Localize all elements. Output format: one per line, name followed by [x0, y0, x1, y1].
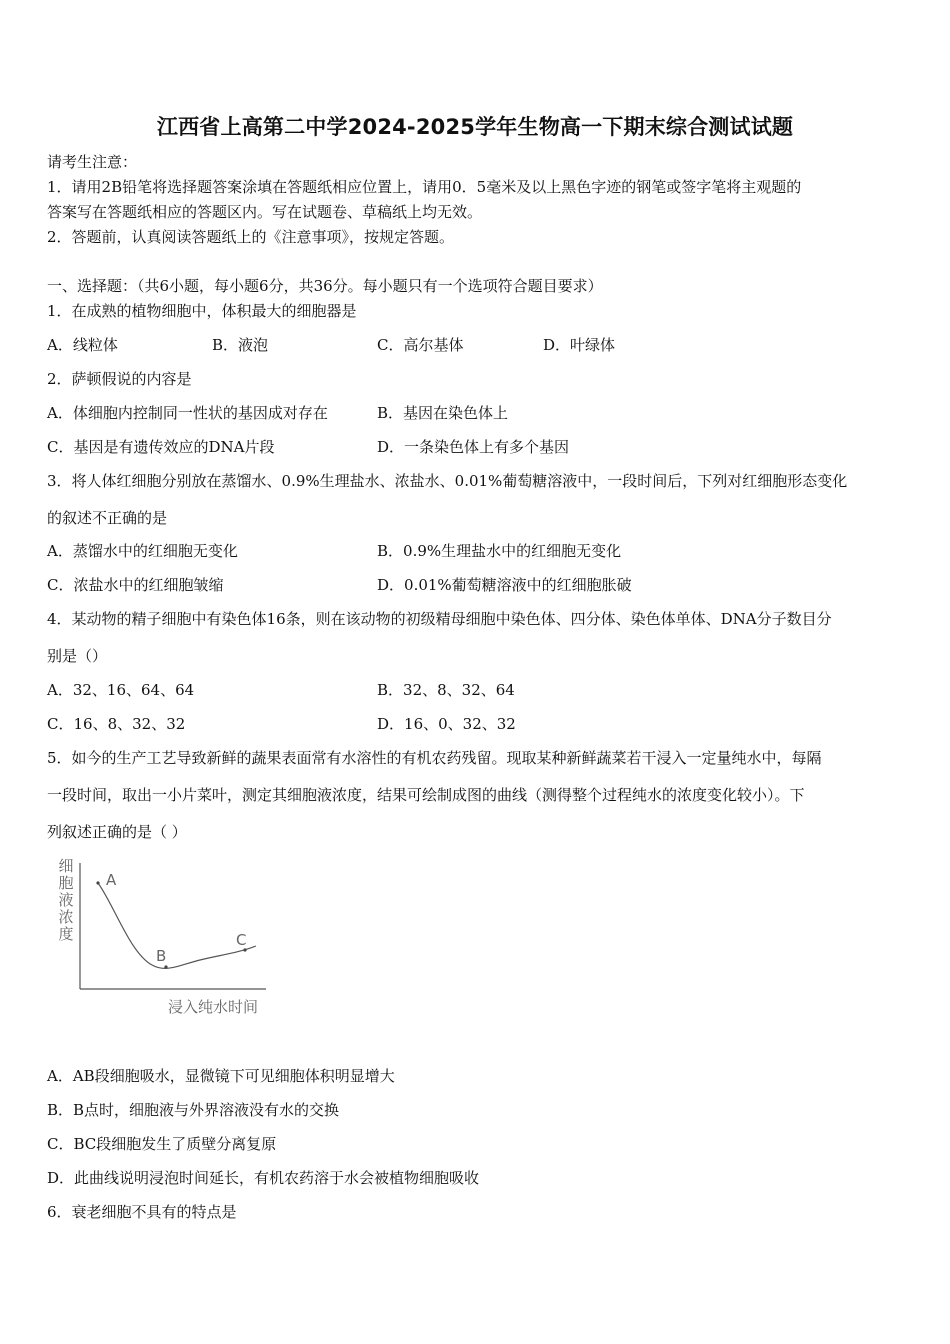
notice-line-1b: 答案写在答题纸相应的答题区内。写在试题卷、草稿纸上均无效。 [47, 203, 483, 221]
question-1-option-a: A．线粒体 [47, 336, 118, 354]
question-5-stem-3: 列叙述正确的是（ ） [47, 823, 187, 841]
question-2-option-a: A．体细胞内控制同一性状的基因成对存在 [47, 404, 328, 422]
question-2-option-d: D．一条染色体上有多个基因 [377, 438, 570, 456]
point-a-label: A [106, 871, 117, 889]
question-5-option-c: C．BC段细胞发生了质壁分离复原 [47, 1135, 277, 1153]
question-3-stem-2: 的叙述不正确的是 [47, 509, 168, 527]
point-a-marker [96, 881, 99, 884]
concentration-curve-diagram [52, 855, 282, 1025]
question-2-option-b: B．基因在染色体上 [377, 404, 509, 422]
notice-line-2: 2．答题前，认真阅读答题纸上的《注意事项》，按规定答题。 [47, 228, 455, 246]
section-heading: 一、选择题：（共6小题，每小题6分，共36分。每小题只有一个选项符合题目要求） [47, 277, 603, 295]
question-1-stem: 1．在成熟的植物细胞中，体积最大的细胞器是 [47, 302, 357, 320]
question-2-option-c: C．基因是有遗传效应的DNA片段 [47, 438, 275, 456]
question-4-option-d: D．16、0、32、32 [377, 715, 516, 733]
question-4-stem-1: 4．某动物的精子细胞中有染色体16条，则在该动物的初级精母细胞中染色体、四分体、染色体单体、DNA分子数目分 [47, 610, 832, 628]
y-axis-label-char: 细 [58, 857, 74, 875]
point-b-marker [164, 965, 167, 968]
question-3-stem-1: 3．将人体红细胞分别放在蒸馏水、0.9%生理盐水、浓盐水、0.01%葡萄糖溶液中，一段时间后，下列对红细胞形态变化 [47, 472, 848, 490]
question-1-option-d: D．叶绿体 [543, 336, 616, 354]
y-axis-label-char: 浓 [58, 908, 74, 926]
point-b-label: B [156, 947, 167, 965]
y-axis-label-char: 度 [58, 925, 74, 943]
x-axis-label: 浸入纯水时间 [168, 998, 259, 1016]
question-3-option-b: B．0.9%生理盐水中的红细胞无变化 [377, 542, 622, 560]
point-c-label: C [236, 931, 247, 949]
question-5-option-b: B．B点时，细胞液与外界溶液没有水的交换 [47, 1101, 340, 1119]
question-4-option-b: B．32、8、32、64 [377, 681, 515, 699]
question-1-option-c: C．高尔基体 [377, 336, 464, 354]
question-3-option-d: D．0.01%葡萄糖溶液中的红细胞胀破 [377, 576, 632, 594]
question-4-stem-2: 别是（） [47, 647, 108, 665]
question-2-stem: 2．萨顿假说的内容是 [47, 370, 192, 388]
question-6-stem: 6．衰老细胞不具有的特点是 [47, 1203, 237, 1221]
notice-line-1a: 1．请用2B铅笔将选择题答案涂填在答题纸相应位置上，请用0．5毫米及以上黑色字迹的钢笔或签字笔将主观题的 [47, 178, 802, 196]
question-5-stem-2: 一段时间，取出一小片菜叶，测定其细胞液浓度，结果可绘制成图的曲线（测得整个过程纯水的浓度变化较小）。下 [47, 786, 805, 804]
question-5-option-d: D．此曲线说明浸泡时间延长，有机农药溶于水会被植物细胞吸收 [47, 1169, 480, 1187]
question-3-option-a: A．蒸馏水中的红细胞无变化 [47, 542, 238, 560]
question-1-option-b: B．液泡 [212, 336, 269, 354]
question-4-option-a: A．32、16、64、64 [47, 681, 195, 699]
y-axis-label-char: 液 [58, 891, 74, 909]
question-3-option-c: C．浓盐水中的红细胞皱缩 [47, 576, 224, 594]
question-5-option-a: A．AB段细胞吸水，显微镜下可见细胞体积明显增大 [47, 1067, 395, 1085]
notice-header: 请考生注意： [47, 153, 138, 171]
question-5-figure [52, 855, 282, 1025]
concentration-curve [98, 883, 256, 968]
question-4-option-c: C．16、8、32、32 [47, 715, 186, 733]
question-5-stem-1: 5．如今的生产工艺导致新鲜的蔬果表面常有水溶性的有机农药残留。现取某种新鲜蔬菜若干浸入一定量纯水中，每隔 [47, 749, 822, 767]
page-title: 江西省上高第二中学2024-2025学年生物高一下期末综合测试试题 [156, 115, 794, 139]
y-axis-label-char: 胞 [58, 874, 74, 892]
